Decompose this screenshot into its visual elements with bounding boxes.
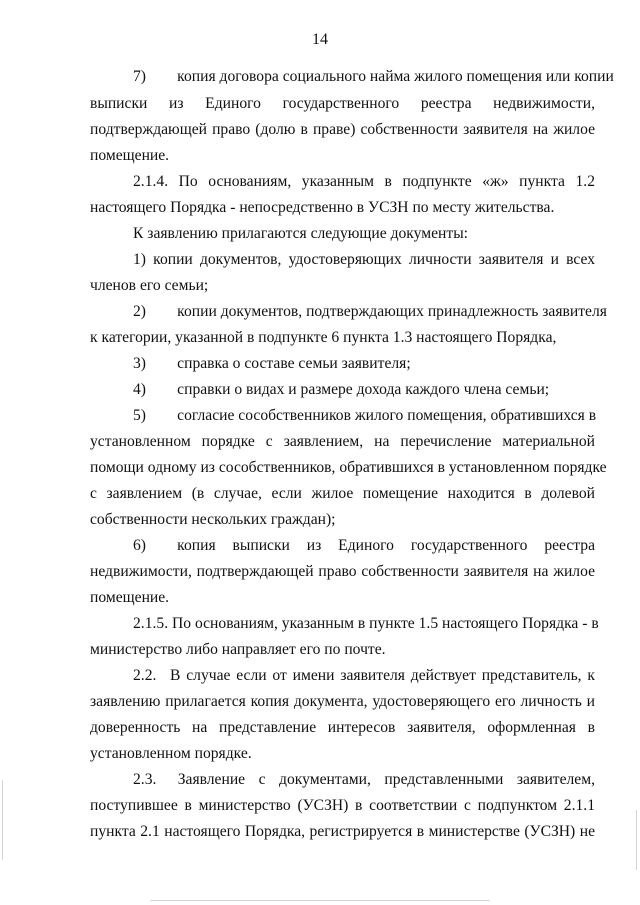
paragraph-line: 4) справки о видах и размере дохода каждого члена семьи; [133, 381, 550, 398]
paragraph-line: 2) копии документов, подтверждающих принадлежность заявителя [133, 303, 607, 320]
paragraph-line: министерство либо направляет его по почте. [90, 641, 386, 658]
paragraph-line: недвижимости, подтверждающей право собственности заявителя на жилое [90, 563, 595, 580]
scan-edge-mark [150, 900, 490, 901]
paragraph-line: помещение. [90, 589, 170, 606]
paragraph-line: подтверждающей право (долю в праве) собственности заявителя на жилое [90, 121, 595, 138]
page-number: 14 [312, 31, 328, 48]
paragraph-line: членов его семьи; [90, 277, 209, 294]
paragraph-line: доверенность на представление интересов заявителя, оформленная в [90, 719, 595, 736]
paragraph-line: 2.2. В случае если от имени заявителя действует представитель, к [133, 667, 595, 684]
scan-edge-mark [2, 780, 3, 860]
paragraph-line: 1) копии документов, удостоверяющих личности заявителя и всех [133, 251, 595, 268]
paragraph-line: собственности нескольких граждан); [90, 511, 336, 528]
paragraph-line: 2.3. Заявление с документами, представленными заявителем, [133, 771, 595, 788]
paragraph-line: поступившее в министерство (УСЗН) в соответствии с подпунктом 2.1.1 [90, 797, 595, 814]
paragraph-line: пункта 2.1 настоящего Порядка, регистрируется в министерстве (УСЗН) не [90, 823, 595, 840]
paragraph-line: установленном порядке. [90, 745, 252, 762]
paragraph-line: установленном порядке с заявлением, на перечисление материальной [90, 433, 595, 450]
paragraph-line: заявлению прилагается копия документа, удостоверяющего его личность и [90, 693, 595, 710]
paragraph-line: к категории, указанной в подпункте 6 пункта 1.3 настоящего Порядка, [90, 329, 557, 346]
paragraph-line: 2.1.4. По основаниям, указанным в подпункте «ж» пункта 1.2 [133, 173, 595, 190]
paragraph-line: 2.1.5. По основаниям, указанным в пункте 1.5 настоящего Порядка - в [133, 615, 599, 632]
paragraph-line: 3) справка о составе семьи заявителя; [133, 355, 411, 372]
paragraph-line: выписки из Единого государственного реестра недвижимости, [90, 95, 595, 112]
paragraph-line: помещение. [90, 147, 170, 164]
paragraph-line: 5) согласие сособственников жилого помещения, обратившихся в [133, 407, 597, 424]
paragraph-line: помощи одному из сособственников, обратившихся в установленном порядке [90, 459, 607, 476]
paragraph-line: с заявлением (в случае, если жилое помещение находится в долевой [90, 485, 595, 502]
paragraph-line: 7) копия договора социального найма жилого помещения или копии [133, 68, 614, 85]
scan-edge-mark [636, 810, 637, 870]
paragraph-line: К заявлению прилагаются следующие документы: [133, 225, 469, 242]
paragraph-line: настоящего Порядка - непосредственно в УСЗН по месту жительства. [90, 199, 555, 216]
paragraph-line: 6) копия выписки из Единого государственного реестра [133, 537, 595, 554]
